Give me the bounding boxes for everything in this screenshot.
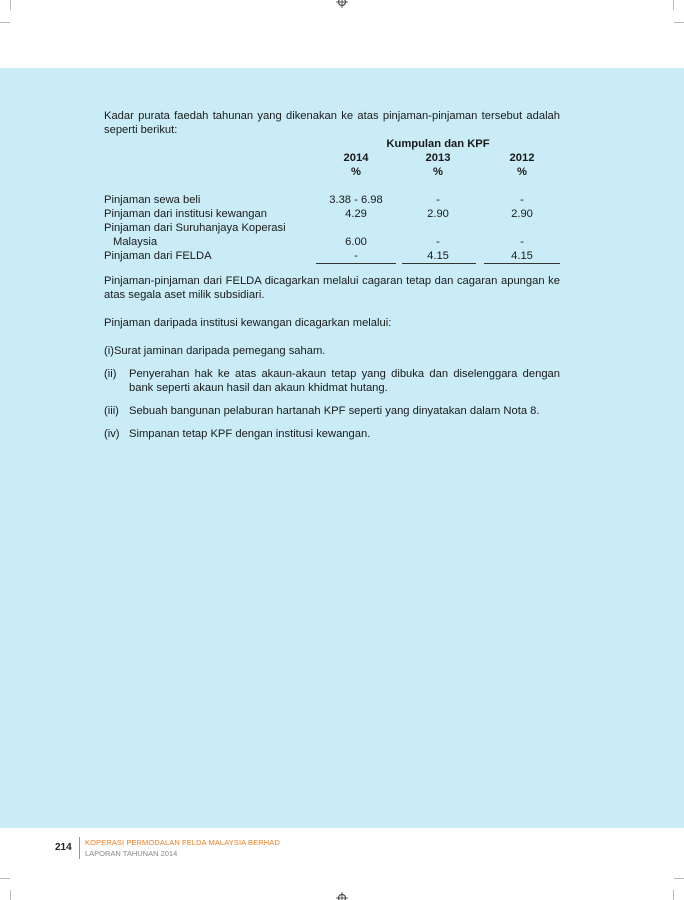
row-label: Pinjaman dari institusi kewangan xyxy=(104,208,267,220)
list-item xyxy=(104,427,560,441)
table-year-header: 2012 xyxy=(509,152,535,164)
row-value: 3.38 - 6.98 xyxy=(329,194,383,206)
row-label-continued: Malaysia xyxy=(113,236,158,248)
felda-note-paragraph: Pinjaman-pinjaman dari FELDA dicagarkan melalui cagaran tetap dan cagaran apungan ke atas segala aset milik subsidiari. xyxy=(104,275,560,301)
table-row xyxy=(104,193,560,207)
page-content xyxy=(104,109,560,441)
row-value: 6.00 xyxy=(345,236,367,248)
crop-mark xyxy=(10,0,11,10)
footer-report-title: LAPORAN TAHUNAN 2014 xyxy=(85,849,178,858)
crop-mark xyxy=(673,0,674,10)
table-unit-header: % xyxy=(351,166,361,178)
row-value: 4.15 xyxy=(511,250,533,262)
crop-mark xyxy=(0,22,10,23)
registration-mark-icon xyxy=(336,892,348,900)
row-value: - xyxy=(354,250,358,262)
table-year-header: 2013 xyxy=(425,152,451,164)
page-number: 214 xyxy=(55,842,72,853)
table-row xyxy=(104,207,560,221)
table-unit-header: % xyxy=(517,166,527,178)
interest-rate-table xyxy=(104,137,560,263)
list-text: Surat jaminan daripada pemegang saham. xyxy=(113,345,326,357)
list-text: Simpanan tetap KPF dengan institusi kewangan. xyxy=(129,428,371,440)
list-text: Sebuah bangunan pelaburan hartanah KPF seperti yang dinyatakan dalam Nota 8. xyxy=(129,405,540,417)
row-label: Pinjaman dari FELDA xyxy=(104,250,212,262)
row-label: Pinjaman dari Suruhanjaya Koperasi xyxy=(104,222,286,234)
list-item xyxy=(104,367,560,395)
column-underline xyxy=(484,263,560,264)
crop-mark xyxy=(673,890,674,900)
row-value: - xyxy=(520,194,524,206)
row-value: - xyxy=(436,236,440,248)
column-underline xyxy=(316,263,396,264)
row-value: 4.15 xyxy=(427,250,449,262)
table-unit-header: % xyxy=(433,166,443,178)
list-number: (iv) xyxy=(104,428,120,440)
crop-mark xyxy=(674,22,684,23)
list-number: (i) xyxy=(104,345,114,357)
crop-mark xyxy=(0,878,10,879)
row-value: 4.29 xyxy=(345,208,367,220)
registration-mark-icon xyxy=(336,0,348,8)
list-item xyxy=(104,344,560,358)
security-list xyxy=(104,344,560,441)
row-value: 2.90 xyxy=(427,208,449,220)
column-underline xyxy=(402,263,476,264)
footer-organization: KOPERASI PERMODALAN FELDA MALAYSIA BERHAD xyxy=(85,838,280,847)
table-row xyxy=(104,235,560,249)
row-value: 2.90 xyxy=(511,208,533,220)
list-item xyxy=(104,404,560,418)
row-value: - xyxy=(436,194,440,206)
row-value: - xyxy=(520,236,524,248)
table-year-header: 2014 xyxy=(343,152,369,164)
list-number: (ii) xyxy=(104,368,117,380)
table-row xyxy=(104,221,560,235)
table-group-header: Kumpulan dan KPF xyxy=(386,138,490,150)
row-label: Pinjaman sewa beli xyxy=(104,194,201,206)
list-number: (iii) xyxy=(104,405,119,417)
crop-mark xyxy=(674,878,684,879)
secured-intro-paragraph: Pinjaman daripada institusi kewangan dicagarkan melalui: xyxy=(104,317,392,329)
crop-mark xyxy=(10,890,11,900)
footer-divider xyxy=(79,837,80,859)
list-text: Penyerahan hak ke atas akaun-akaun tetap yang dibuka dan diselenggara dengan bank seperti akaun hasil dan akaun khidmat hutang. xyxy=(129,368,560,394)
table-row xyxy=(104,249,560,263)
intro-paragraph: Kadar purata faedah tahunan yang dikenakan ke atas pinjaman-pinjaman tersebut adalah seperti berikut: xyxy=(104,110,560,136)
